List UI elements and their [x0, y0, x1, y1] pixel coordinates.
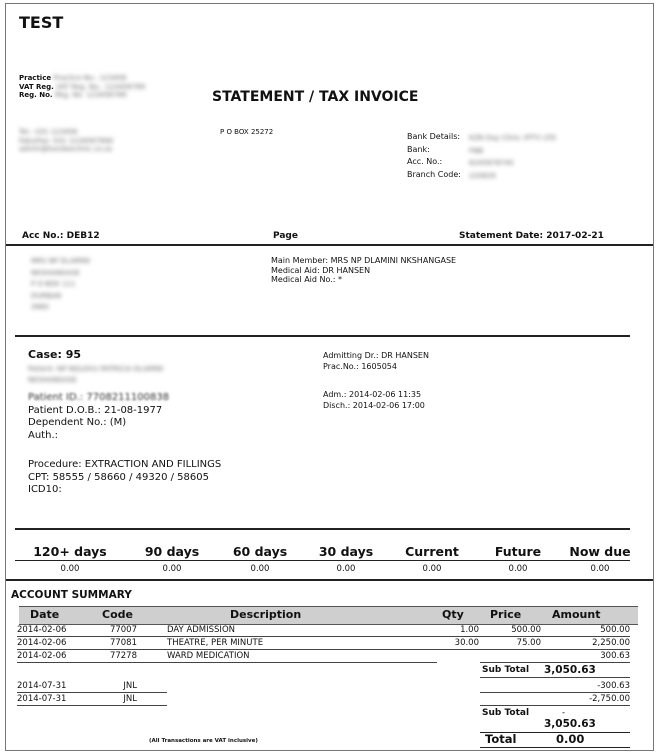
case-top-rule	[15, 335, 630, 337]
aging-rule	[15, 560, 630, 561]
row-date: 2014-02-06	[17, 638, 67, 648]
row-price: 500.00	[511, 625, 541, 635]
contact-info	[19, 128, 113, 154]
phone-number: Tel.: 031 123456	[19, 128, 78, 136]
column-header-price: Price	[490, 608, 522, 621]
aging-value: 0.00	[162, 564, 182, 574]
fax-number: Faks/Fax: 031 1234567890	[19, 136, 114, 145]
total-label: Total	[485, 732, 517, 746]
patient-id: Patient ID.: 7708211100838	[28, 392, 170, 403]
row-amount: 300.63	[600, 651, 630, 661]
total-bottom-rule	[480, 747, 630, 748]
medical-aid-no: Medical Aid No.: *	[271, 275, 343, 284]
aging-value: 0.00	[590, 564, 610, 574]
row-amount: -300.63	[597, 681, 630, 691]
row-amount: -2,750.00	[589, 694, 630, 704]
statement-date: Statement Date: 2017-02-21	[459, 231, 604, 241]
subtotal-value: 3,050.63	[544, 718, 596, 730]
aging-value: 0.00	[336, 564, 356, 574]
subtotal-rule	[480, 677, 630, 678]
column-header-description: Description	[230, 608, 302, 621]
row-rule	[17, 662, 437, 663]
patient-name: Patient: NP NDLOVU PATRICIA DLAMINI NKSHANGASE	[28, 365, 164, 384]
case-number: Case: 95	[28, 348, 82, 361]
practice-no: Practice No.: 123456	[53, 74, 127, 82]
address-line: NKSHANGASE	[31, 268, 80, 277]
aging-header: Now due	[569, 544, 631, 559]
acc-no-label: Acc. No.:	[407, 157, 443, 166]
column-header-amount: Amount	[552, 608, 601, 621]
prac-no: Prac.No.: 1605054	[323, 362, 397, 371]
procedure: Procedure: EXTRACTION AND FILLINGS	[28, 459, 222, 470]
aging-header: 120+ days	[33, 544, 107, 559]
aging-header: 30 days	[318, 544, 374, 559]
row-qty: 1.00	[460, 625, 479, 635]
row-rule	[480, 692, 630, 693]
dependent-no: Dependent No.: (M)	[28, 417, 127, 428]
bank-details-value: KZN Day Clinic (PTY) LTD	[469, 134, 557, 142]
admitting-doctor: Admitting Dr.: DR HANSEN	[323, 351, 429, 360]
bank-labels	[407, 131, 461, 181]
row-description: WARD MEDICATION	[167, 651, 250, 661]
aging-value: 0.00	[60, 564, 80, 574]
aging-header: 60 days	[232, 544, 288, 559]
subtotal-value: 3,050.63	[544, 664, 596, 676]
member-info	[271, 256, 456, 285]
aging-header: Current	[405, 544, 459, 559]
vat-note: (All Transactions are VAT inclusive)	[149, 738, 258, 744]
aging-value: 0.00	[508, 564, 528, 574]
branch-code-label: Branch Code:	[407, 169, 461, 179]
statement-page	[5, 3, 654, 751]
summary-top-rule	[6, 579, 653, 581]
row-description: THEATRE, PER MINUTE	[167, 638, 264, 648]
row-qty: 30.00	[454, 638, 479, 648]
aging-header: 90 days	[144, 544, 200, 559]
account-summary-title: ACCOUNT SUMMARY	[11, 589, 132, 601]
address-line: MRS NP DLAMINI	[31, 257, 90, 265]
row-code: 77081	[109, 638, 137, 648]
row-code: JNL	[123, 681, 137, 691]
main-member: Main Member: MRS NP DLAMINI NKSHANGASE	[271, 256, 457, 265]
procedure-block	[28, 459, 221, 497]
address-line: P O BOX 111	[31, 280, 76, 288]
total-value: 0.00	[556, 732, 585, 746]
row-code: 77007	[109, 625, 137, 635]
account-bar-rule	[6, 244, 653, 246]
column-header-qty: Qty	[442, 608, 464, 621]
address-line: DURBAN	[31, 291, 62, 300]
admission-dates	[323, 389, 425, 411]
medical-aid: Medical Aid: DR HANSEN	[271, 265, 371, 275]
aging-header: Future	[494, 544, 542, 559]
subtotal-dash: -	[562, 708, 566, 718]
bank-label: Bank:	[407, 144, 430, 154]
column-header-code: Code	[102, 608, 133, 621]
row-date: 2014-07-31	[17, 694, 67, 704]
patient-details	[28, 392, 169, 442]
auth-no: Auth.:	[28, 429, 58, 441]
discharge-date: Disch.: 2014-02-06 17:00	[323, 401, 425, 410]
icd10-codes: ICD10:	[28, 484, 62, 495]
row-rule	[17, 705, 167, 706]
row-amount: 500.00	[600, 625, 630, 635]
vat-reg-no: VAT Reg. No.: 123456789	[56, 82, 146, 91]
admission-info	[323, 350, 429, 372]
row-date: 2014-02-06	[17, 651, 67, 661]
subtotal-label: Sub Total	[482, 708, 530, 718]
account-number: Acc No.: DEB12	[22, 231, 100, 241]
row-rule	[480, 662, 630, 663]
aging-value: 0.00	[250, 564, 270, 574]
row-price: 75.00	[516, 638, 541, 648]
row-date: 2014-02-06	[17, 625, 67, 635]
row-code: 77278	[109, 651, 137, 661]
admission-date: Adm.: 2014-02-06 11:35	[323, 390, 422, 399]
row-amount: 2,250.00	[592, 638, 630, 648]
practice-title: TEST	[19, 13, 64, 32]
patient-dob: Patient D.O.B.: 21-08-1977	[28, 404, 163, 416]
row-rule	[17, 636, 630, 637]
reg-no: Reg. No. 123456789	[54, 91, 127, 99]
email-address: admin@kandaeclinic.co.za	[19, 145, 113, 153]
postal-address	[31, 256, 90, 314]
case-bottom-rule	[15, 528, 630, 530]
acc-no-value: 6245878740	[469, 159, 514, 167]
practice-info: Practice Practice No.: 123456 VAT Reg. VAT Reg. No.: 123456789 Reg. No. Reg. No. 123456789	[19, 74, 146, 99]
row-rule	[17, 649, 630, 650]
bank-details-label: Bank Details:	[407, 132, 461, 141]
row-description: DAY ADMISSION	[167, 625, 235, 635]
branch-code-value: 220629	[469, 171, 496, 180]
row-code: JNL	[123, 694, 137, 704]
row-rule	[480, 705, 630, 706]
column-header-date: Date	[30, 608, 60, 621]
row-date: 2014-07-31	[17, 681, 67, 691]
bank-values	[469, 132, 556, 182]
page-label: Page	[273, 231, 298, 241]
address-line: 3960	[31, 303, 49, 311]
cpt-codes: CPT: 58555 / 58660 / 49320 / 58605	[28, 471, 209, 483]
po-box: P O BOX 25272	[220, 128, 274, 136]
subtotal-label: Sub Total	[482, 665, 530, 675]
aging-value: 0.00	[422, 564, 442, 574]
document-title: STATEMENT / TAX INVOICE	[212, 89, 419, 105]
bank-value: FNB	[469, 146, 484, 155]
row-rule	[17, 692, 167, 693]
